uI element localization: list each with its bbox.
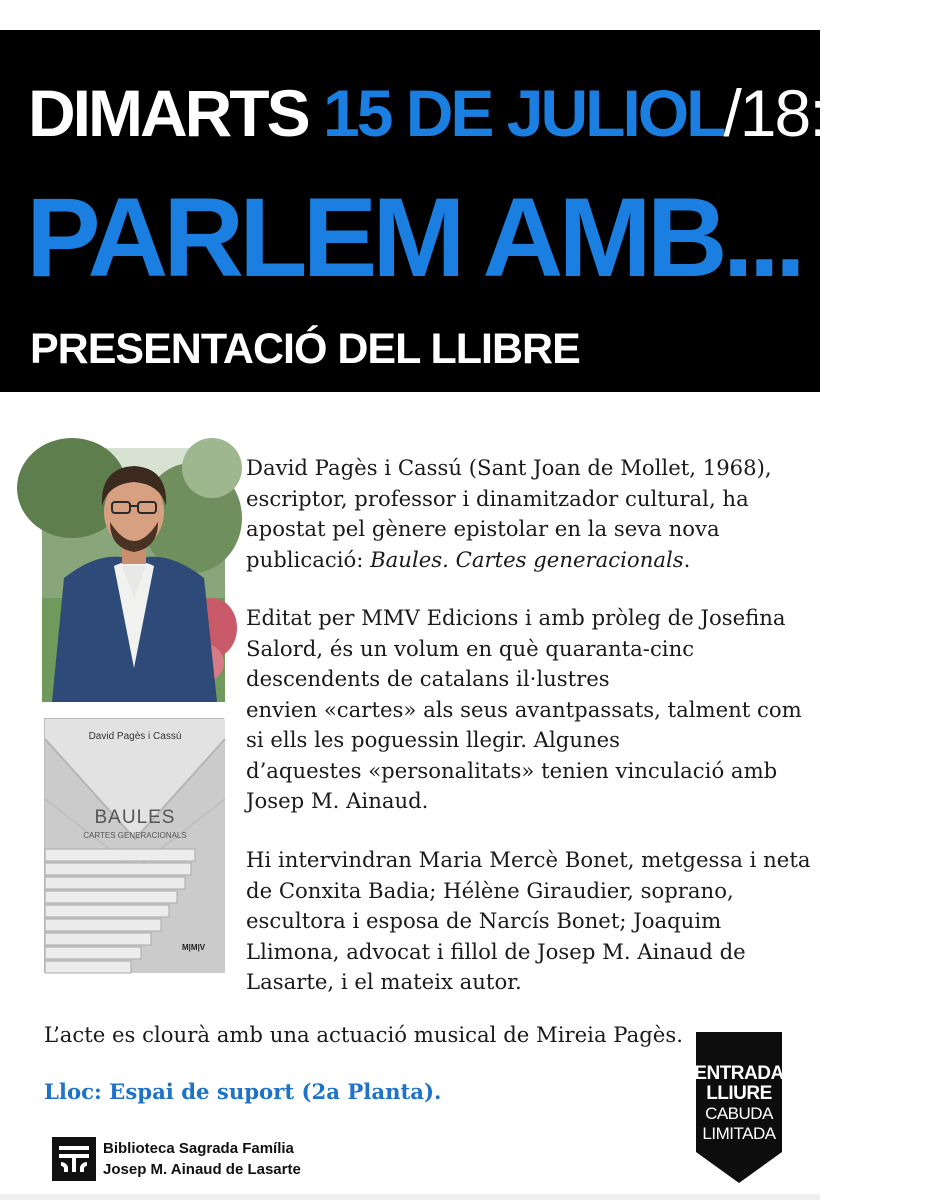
text-line: envien «cartes» als seus avantpassats, talment com [246,696,802,722]
text-line: si ells les poguessin llegir. Algunes [246,727,621,752]
paragraph-participants [246,845,810,998]
library-name [103,1138,301,1180]
book-cover [44,718,224,972]
bottom-margin [0,1194,820,1200]
book-title-italic: Baules. Cartes generacionals [370,546,684,572]
author-portrait-illustration [42,448,225,702]
event-time: /18:30H [723,76,941,150]
event-title: PARLEM AMB... [26,175,801,300]
envelope-illustration [45,719,225,973]
text-fragment: publicació: [246,546,371,572]
author-photo [42,448,225,702]
text-line: descendents de catalans il·lustres [246,666,610,691]
event-date-line [28,76,941,150]
paragraph-author-intro [246,453,772,575]
text-line: Salord, és un volum en què quaranta-cinc [246,635,695,661]
text-fragment: . [683,546,691,572]
library-name-line2: Josep M. Ainaud de Lasarte [103,1161,301,1178]
badge-line: ENTRADA [694,1063,784,1084]
text-line: apostat pel gènere epistolar en la seva nova [246,516,720,541]
library-logo-icon [52,1137,96,1181]
text-line: Josep M. Ainaud. [246,788,429,813]
event-subtitle: PRESENTACIÓ DEL LLIBRE [30,325,580,373]
text-line: David Pagès i Cassú (Sant Joan de Mollet, 1968), [246,455,772,480]
badge-line: CABUDA [705,1104,773,1123]
book-author: David Pagès i Cassú [88,731,182,742]
closing-text: L’acte es clourà amb una actuació musical de Mireia Pagès. [44,1022,683,1047]
text-line: Hi intervindran Maria Mercè Bonet, metgessa i neta [246,847,811,872]
book-title: BAULES [94,807,176,828]
badge-line: LIMITADA [702,1124,776,1143]
text-line: Llimona, advocat i fillol de Josep M. Ainaud de [246,938,746,964]
text-line: Editat per MMV Edicions i amb pròleg de Josefina [246,605,786,630]
paragraph-book-description [246,603,802,817]
badge-line: LLIURE [706,1083,772,1104]
text-line: d’aquestes «personalitats» tenien vinculació amb [246,757,778,783]
event-day: DIMARTS [28,76,308,150]
text-line: Lasarte, i el mateix autor. [246,969,522,994]
location-text: Lloc: Espai de suport (2a Planta). [44,1079,442,1104]
publisher-logo: M|M|V [182,943,206,952]
text-line: escriptor, professor i dinamitzador cultural, ha [246,485,749,511]
top-margin [0,0,820,30]
book-subtitle: CARTES GENERACIONALS [83,831,187,840]
text-line: de Conxita Badia; Hélène Giraudier, soprano, [246,877,734,903]
text-line: escultora i esposa de Narcís Bonet; Joaquim [246,908,722,933]
text-line [246,545,772,576]
event-header-banner [0,30,941,392]
free-entry-badge-text [684,1064,794,1144]
library-name-line1: Biblioteca Sagrada Família [103,1140,294,1157]
event-date: 15 DE JULIOL [323,76,724,150]
